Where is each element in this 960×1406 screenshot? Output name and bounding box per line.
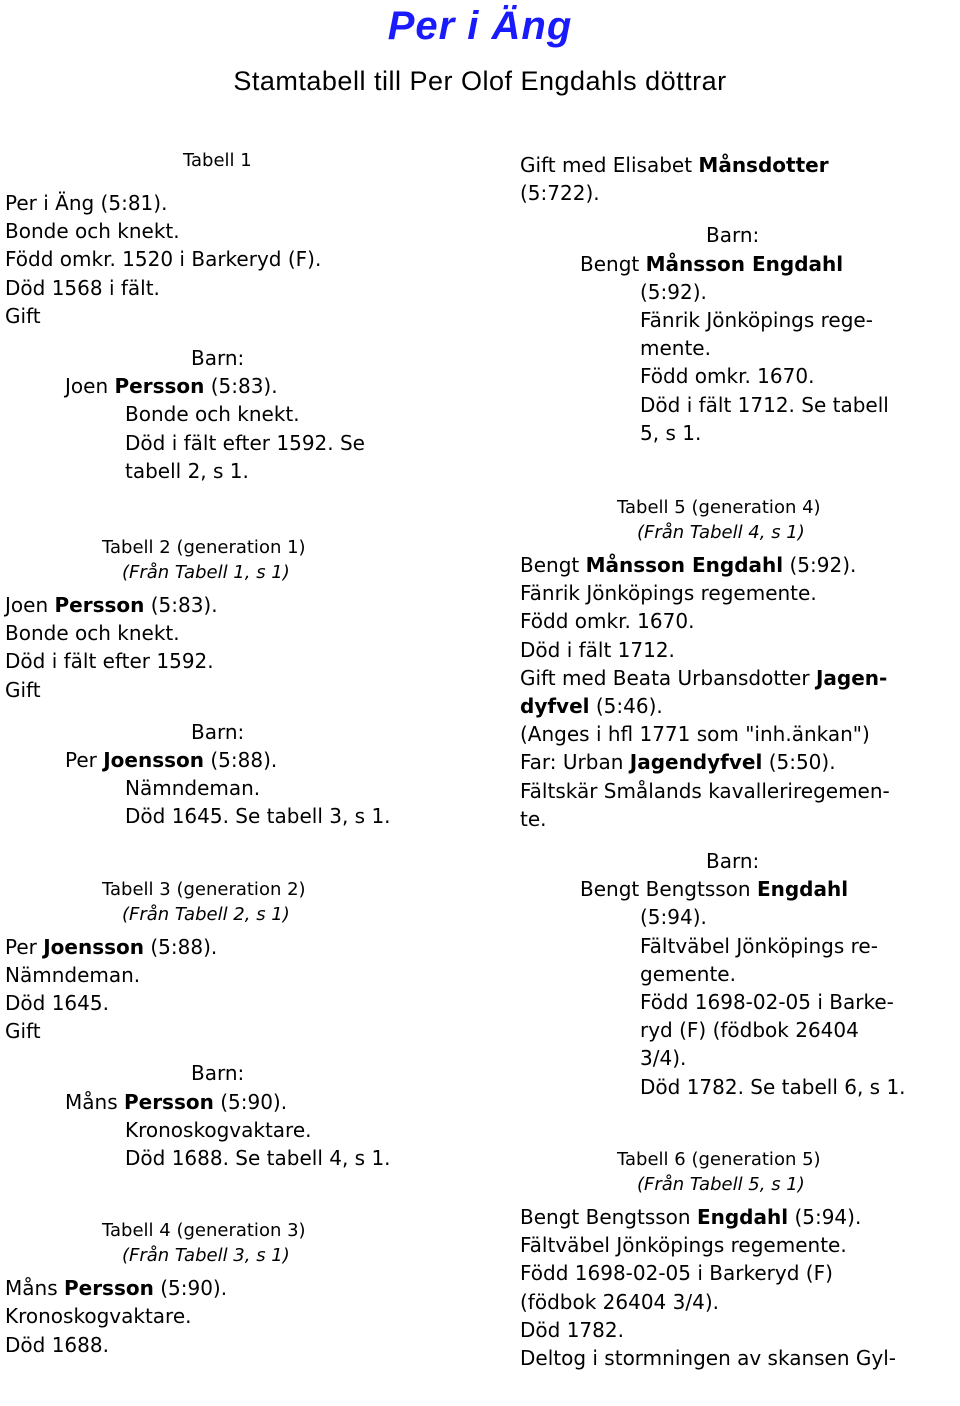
t4b-child-died: Död i fält 1712. Se tabell <box>640 392 889 417</box>
t5-child-name: Bengt Bengtsson Engdahl <box>580 877 849 902</box>
t3-children-label: Barn: <box>191 1061 245 1086</box>
t4b-children-label: Barn: <box>706 223 760 248</box>
table-5-heading: Tabell 5 (generation 4) <box>617 497 821 519</box>
t2-children-label: Barn: <box>191 719 245 744</box>
t5-occupation: Fänrik Jönköpings regemente. <box>520 581 817 606</box>
table-4-heading: Tabell 4 (generation 3) <box>102 1220 306 1242</box>
t1-children-label: Barn: <box>191 346 245 371</box>
t4b-married: Gift med Elisabet Månsdotter <box>520 153 829 177</box>
t5-child-occupation-2: gemente. <box>640 961 736 986</box>
t4b-spouse-ref: (5:722). <box>520 181 600 206</box>
t1-person: Per i Äng (5:81). <box>5 191 168 215</box>
t5-child-born-3: 3/4). <box>640 1046 687 1071</box>
t5-child-born-1: Född 1698-02-05 i Barke- <box>640 990 894 1015</box>
t2-child-occupation: Nämndeman. <box>125 776 261 801</box>
table-2-from: (Från Tabell 1, s 1) <box>122 562 290 584</box>
t1-born: Född omkr. 1520 i Barkeryd (F). <box>5 247 322 272</box>
t4b-child-occupation-2: mente. <box>640 336 711 361</box>
t4-died: Död 1688. <box>5 1332 109 1357</box>
t2-occupation: Bonde och knekt. <box>5 621 180 646</box>
table-3-from: (Från Tabell 2, s 1) <box>122 903 290 925</box>
t4-occupation: Kronoskogvaktare. <box>5 1304 192 1329</box>
t5-father: Far: Urban Jagendyfvel (5:50). <box>520 750 836 775</box>
t5-child-died: Död 1782. Se tabell 6, s 1. <box>640 1074 906 1099</box>
t4b-child-name: Bengt Månsson Engdahl <box>580 251 844 276</box>
t6-occupation: Fältväbel Jönköpings regemente. <box>520 1233 847 1258</box>
table-6-heading: Tabell 6 (generation 5) <box>617 1148 821 1170</box>
t3-child-name: Måns Persson (5:90). <box>65 1089 288 1114</box>
t1-married: Gift <box>5 303 41 328</box>
t6-died: Död 1782. <box>520 1317 624 1342</box>
t3-child-occupation: Kronoskogvaktare. <box>125 1117 312 1142</box>
t3-married: Gift <box>5 1019 41 1044</box>
t1-occupation: Bonde och knekt. <box>5 219 180 244</box>
right-column <box>520 151 960 1372</box>
t2-died: Död i fält efter 1592. <box>5 649 214 674</box>
t3-person: Per Joensson (5:88). <box>5 934 218 959</box>
left-column <box>5 148 475 1359</box>
t3-died: Död 1645. <box>5 991 109 1016</box>
t1-child-occupation: Bonde och knekt. <box>125 402 300 427</box>
t1-child-name: Joen Persson (5:83). <box>65 374 278 399</box>
t5-father-occupation-1: Fältskär Smålands kavalleriregemen- <box>520 778 890 803</box>
t6-born-2: (födbok 26404 3/4). <box>520 1289 719 1314</box>
t2-child-name: Per Joensson (5:88). <box>65 748 278 773</box>
t2-child-died: Död 1645. Se tabell 3, s 1. <box>125 804 391 829</box>
table-3-heading: Tabell 3 (generation 2) <box>102 878 306 900</box>
t5-married: Gift med Beata Urbansdotter Jagen- <box>520 665 888 690</box>
t3-child-died: Död 1688. Se tabell 4, s 1. <box>125 1146 391 1171</box>
t1-child-died: Död i fält efter 1592. Se <box>125 430 365 455</box>
t4b-child-occupation-1: Fänrik Jönköpings rege- <box>640 308 873 333</box>
t2-person: Joen Persson (5:83). <box>5 593 218 618</box>
table-5-from: (Från Tabell 4, s 1) <box>637 522 805 544</box>
t5-note: (Anges i hfl 1771 som "inh.änkan") <box>520 722 870 747</box>
t5-child-occupation-1: Fältväbel Jönköpings re- <box>640 933 878 958</box>
t4-person: Måns Persson (5:90). <box>5 1276 228 1301</box>
t4b-child-born: Född omkr. 1670. <box>640 364 815 389</box>
page-title: Per i Äng <box>387 4 573 48</box>
t4b-child-ref: (5:92). <box>640 279 707 304</box>
t6-note: Deltog i stormningen av skansen Gyl- <box>520 1345 896 1370</box>
table-2-heading: Tabell 2 (generation 1) <box>102 537 306 559</box>
t5-spouse-ref: dyfvel (5:46). <box>520 694 663 719</box>
table-4-from: (Från Tabell 3, s 1) <box>122 1245 290 1267</box>
t5-born: Född omkr. 1670. <box>520 609 695 634</box>
t3-occupation: Nämndeman. <box>5 962 141 987</box>
table-1-heading: Tabell 1 <box>183 150 252 171</box>
t2-married: Gift <box>5 677 41 702</box>
t5-children-label: Barn: <box>706 849 760 874</box>
t6-born-1: Född 1698-02-05 i Barkeryd (F) <box>520 1261 833 1286</box>
t5-person: Bengt Månsson Engdahl (5:92). <box>520 553 857 578</box>
t5-child-ref: (5:94). <box>640 905 707 930</box>
t5-died: Död i fält 1712. <box>520 637 675 662</box>
t1-child-see: tabell 2, s 1. <box>125 458 249 483</box>
page-subtitle: Stamtabell till Per Olof Engdahls döttrar <box>233 66 727 96</box>
table-6-from: (Från Tabell 5, s 1) <box>637 1173 805 1195</box>
t6-person: Bengt Bengtsson Engdahl (5:94). <box>520 1204 862 1229</box>
t4b-child-see: 5, s 1. <box>640 420 702 445</box>
t5-father-occupation-2: te. <box>520 806 547 831</box>
t5-child-born-2: ryd (F) (födbok 26404 <box>640 1018 859 1043</box>
t1-died: Död 1568 i fält. <box>5 275 160 300</box>
